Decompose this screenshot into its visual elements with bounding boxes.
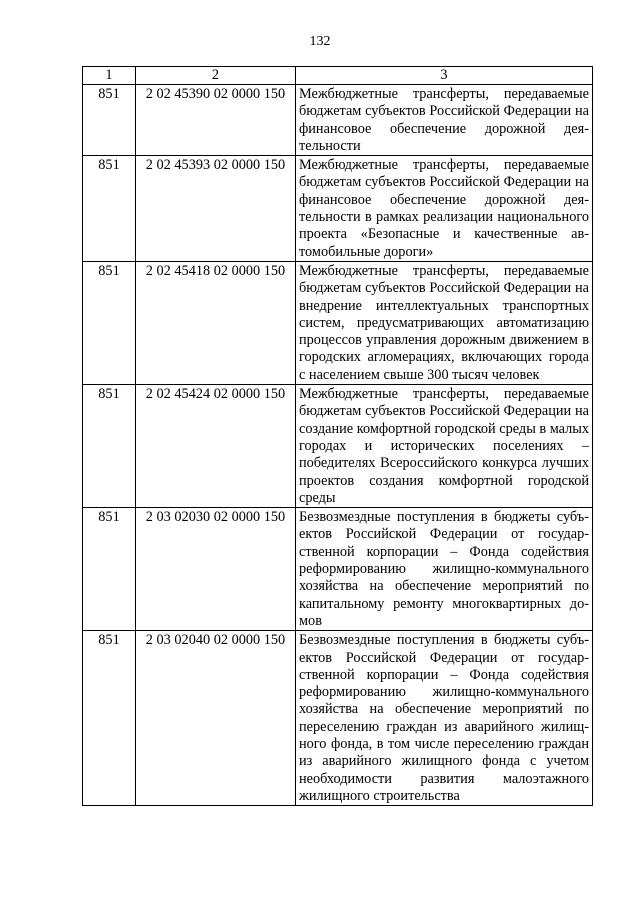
table-header-row [83,67,593,85]
description-cell: Межбюджетные трансферты, передаваемые бюджетам субъектов Российской Федерации на финансовое обеспечение дорожной деятельности [296,85,593,156]
admin-code-cell: 851 [83,631,136,806]
admin-code-cell: 851 [83,508,136,631]
budget-code-cell: 2 02 45390 02 0000 150 [136,85,296,156]
description-cell: Безвозмездные поступления в бюджеты субъектов Российской Федерации от государственной корпорации – Фонда содействия реформированию жилищно-коммунального хозяйства на обеспечение мероприятий по капитальному ремонту многоквартирных домов [296,508,593,631]
table-row [83,261,593,384]
budget-code-cell: 2 03 02040 02 0000 150 [136,631,296,806]
budget-code-cell: 2 02 45418 02 0000 150 [136,261,296,384]
description-cell: Межбюджетные трансферты, передаваемые бюджетам субъектов Российской Федерации на финансовое обеспечение дорожной деятельности в рамках реализации национального проекта «Безопасные и качественные автомобильные дороги» [296,156,593,262]
column-header-1: 1 [83,67,136,85]
table-row [83,85,593,156]
column-header-3: 3 [296,67,593,85]
budget-code-cell: 2 03 02030 02 0000 150 [136,508,296,631]
description-cell: Межбюджетные трансферты, передаваемые бюджетам субъектов Российской Федерации на внедрение интеллектуальных транспортных систем, предусматривающих автоматизацию процессов управления дорожным движением в городских агломерациях, включающих города с населением свыше 300 тысяч человек [296,261,593,384]
admin-code-cell: 851 [83,385,136,508]
budget-code-cell: 2 02 45424 02 0000 150 [136,385,296,508]
admin-code-cell: 851 [83,261,136,384]
table-row [83,156,593,262]
budget-codes-table [82,66,593,806]
column-header-2: 2 [136,67,296,85]
table-row [83,508,593,631]
table-row [83,385,593,508]
admin-code-cell: 851 [83,156,136,262]
budget-code-cell: 2 02 45393 02 0000 150 [136,156,296,262]
page-number: 132 [309,34,331,49]
admin-code-cell: 851 [83,85,136,156]
description-cell: Межбюджетные трансферты, передаваемые бюджетам субъектов Российской Федерации на создание комфортной городской среды в малых городах и исторических поселениях – победителях Всероссийского конкурса лучших проектов создания комфортной городской среды [296,385,593,508]
description-cell: Безвозмездные поступления в бюджеты субъектов Российской Федерации от государственной корпорации – Фонда содействия реформированию жилищно-коммунального хозяйства на обеспечение мероприятий по переселению граждан из аварийного жилищного фонда, в том числе переселению граждан из аварийного жилищного фонда с учетом необходимости развития малоэтажного жилищного строительства [296,631,593,806]
table-row [83,631,593,806]
